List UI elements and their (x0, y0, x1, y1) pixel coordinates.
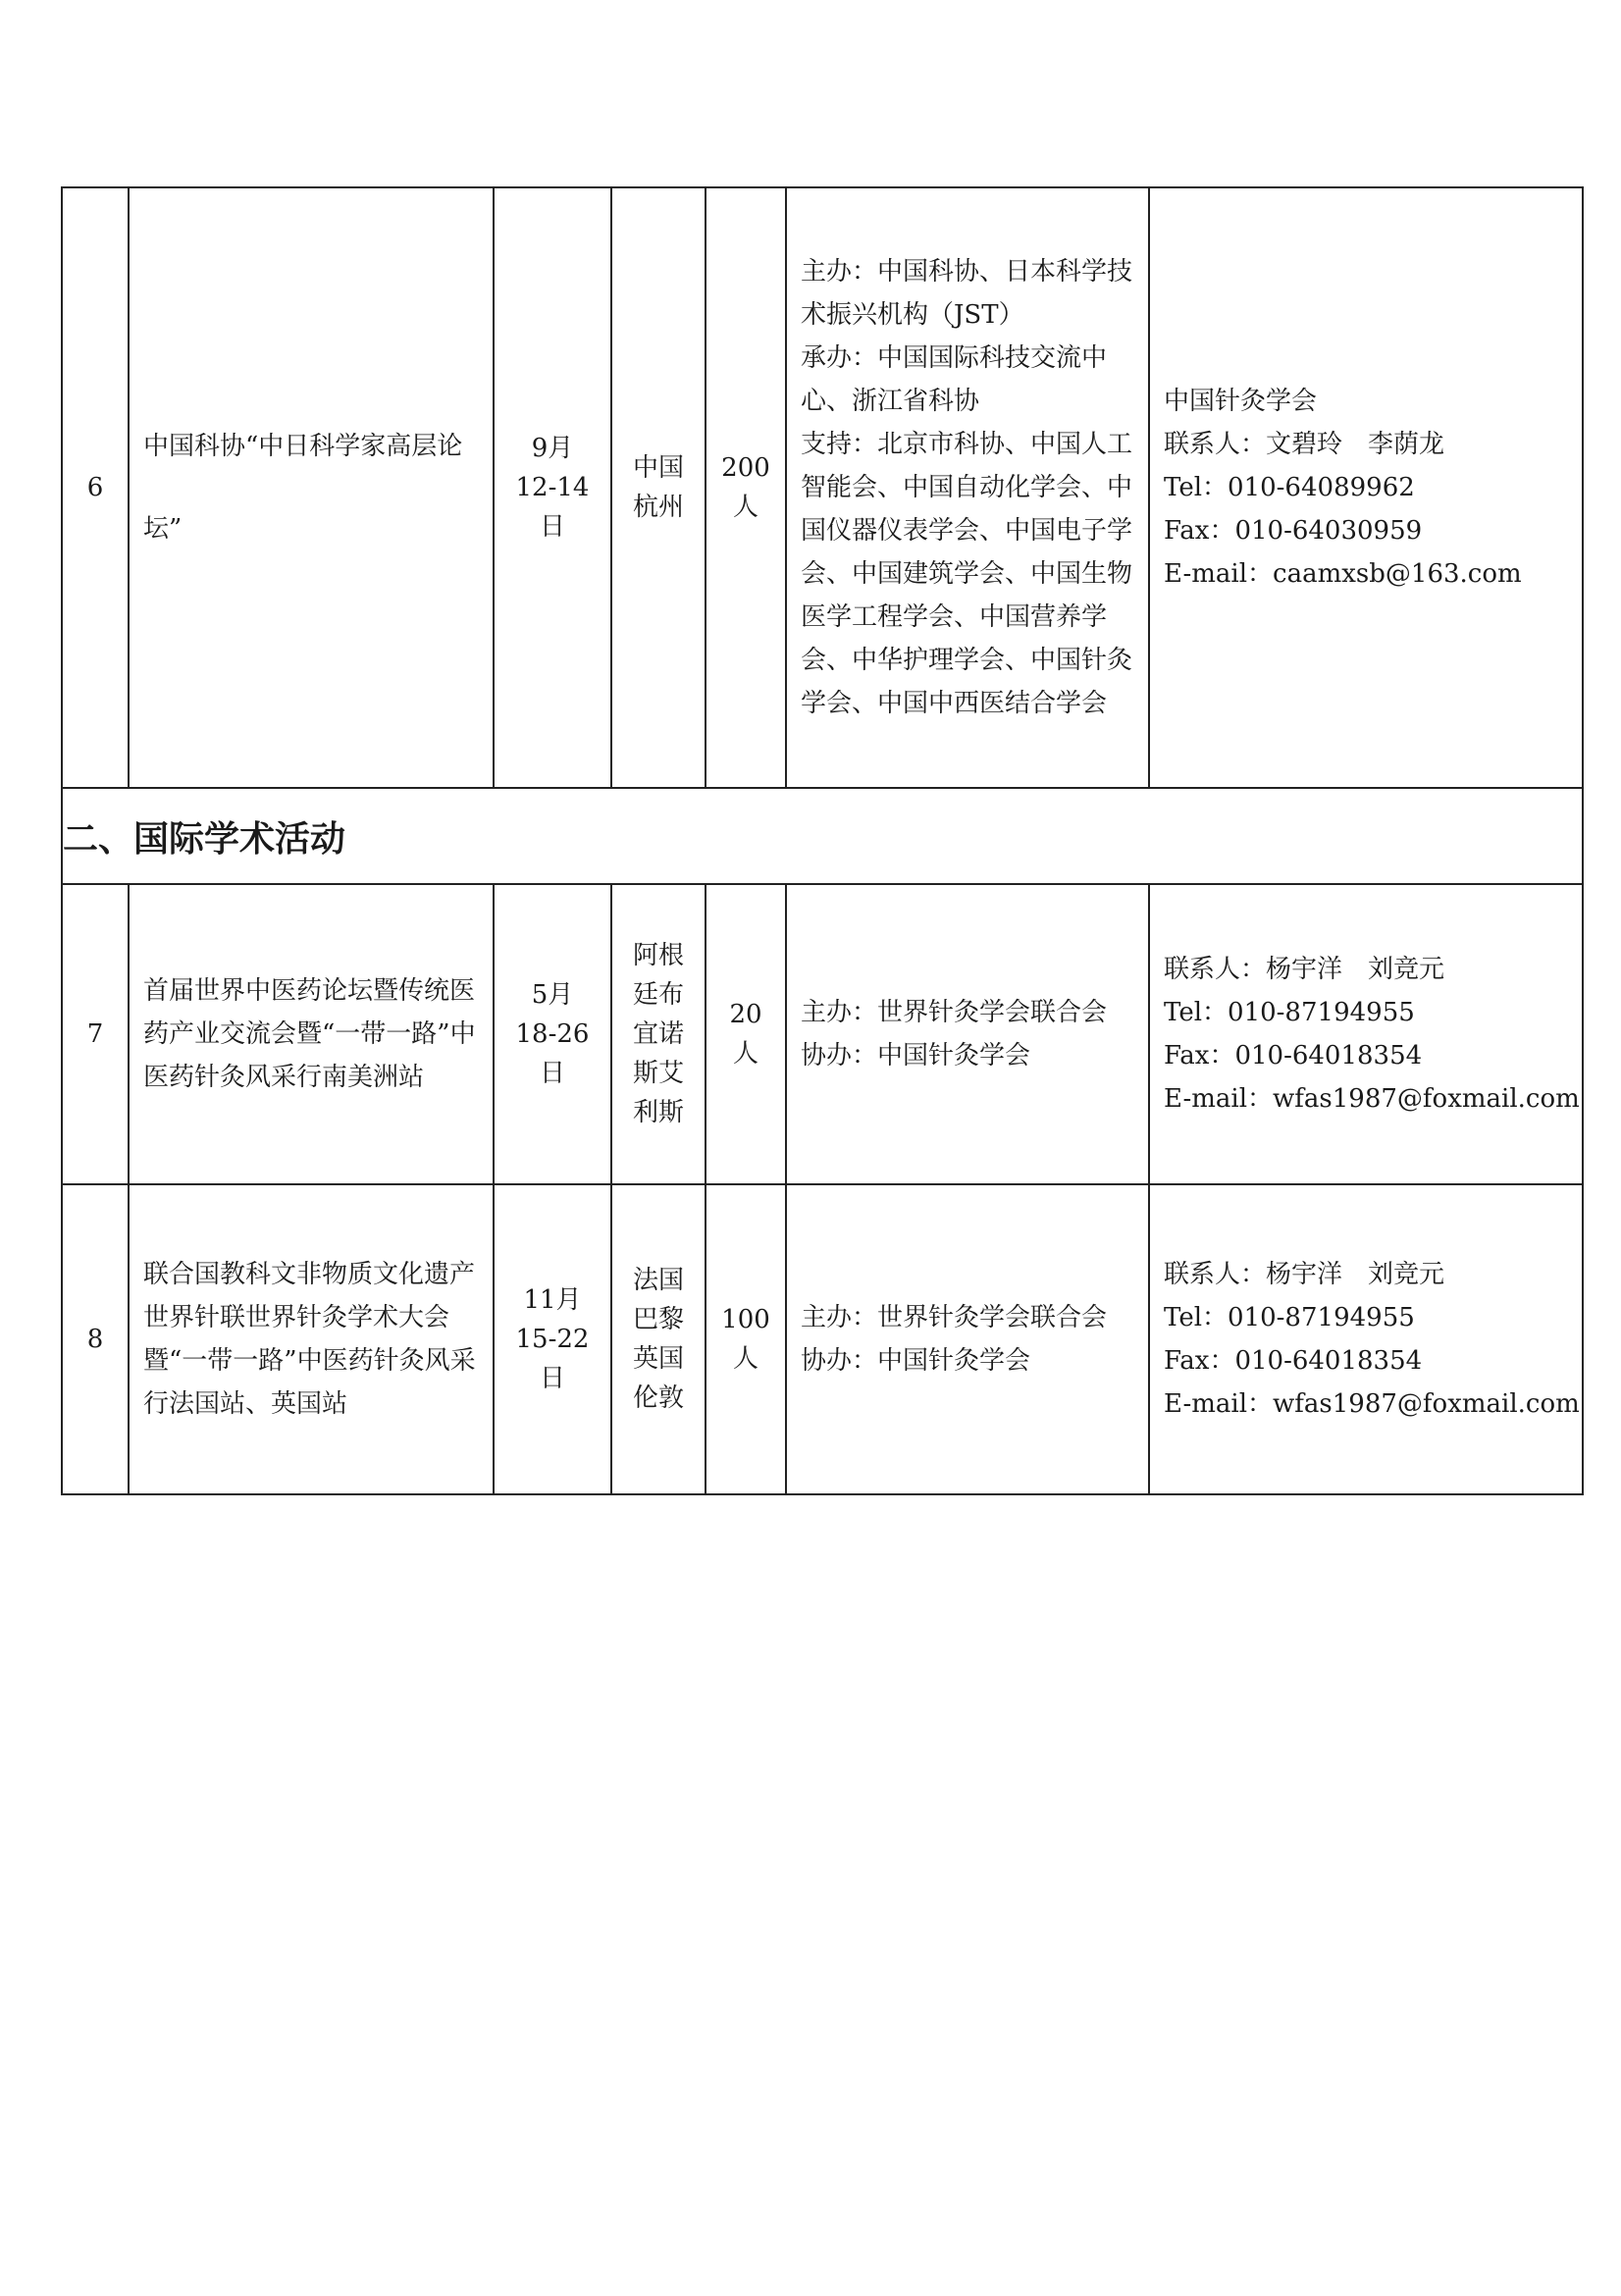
contact-person: 联系人：文碧玲 李荫龙 (1164, 430, 1445, 459)
contact-tel: Tel：010-87194955 (1164, 998, 1415, 1027)
activity-date: 11月 15-22 日 (515, 1285, 590, 1393)
contact-fax: Fax：010-64018354 (1164, 1041, 1423, 1070)
contact-person: 联系人：杨宇洋 刘竞元 (1164, 1260, 1445, 1289)
table-row (62, 187, 1583, 788)
activity-organizers: 主办：中国科协、日本科学技术振兴机构（JST） 承办：中国国际科技交流中心、浙江省科协 支持：北京市科协、中国人工智能会、中国自动化学会、中国仪器仪表学会、中国电子学会、中国建筑学会、中国生物医学工程学会、中国营养学会、中华护理学会、中国针灸学会、中国中西医结合学会 (801, 257, 1133, 718)
activity-name: 联合国教科文非物质文化遗产世界针联世界针灸学术大会暨“一带一路”中医药针灸风采行法国站、英国站 (143, 1260, 476, 1419)
contact-tel: Tel：010-64089962 (1164, 473, 1415, 502)
contact-cell (1149, 187, 1583, 788)
row-number: 6 (62, 187, 129, 788)
activity-date: 9月 12-14 日 (515, 434, 590, 542)
activity-size: 20 人 (729, 1000, 762, 1069)
contact-tel: Tel：010-87194955 (1164, 1303, 1415, 1332)
table-row (62, 1184, 1583, 1494)
activity-location: 中国 杭州 (632, 453, 684, 522)
section-heading: 二、国际学术活动 (62, 788, 1583, 884)
row-number: 7 (62, 884, 129, 1184)
contact-fax: Fax：010-64018354 (1164, 1346, 1423, 1376)
activity-name: 中国科协“中日科学家高层论坛” (143, 432, 463, 544)
activity-date: 5月 18-26 日 (515, 980, 590, 1088)
activity-organizers: 主办：世界针灸学会联合会 协办：中国针灸学会 (801, 998, 1108, 1070)
contact-cell (1149, 884, 1583, 1184)
activity-location: 法国 巴黎 英国 伦敦 (632, 1266, 684, 1413)
contact-email: E-mail：wfas1987@foxmail.com (1164, 1084, 1580, 1114)
activity-size: 100 人 (721, 1305, 770, 1374)
contact-person: 联系人：杨宇洋 刘竞元 (1164, 955, 1445, 984)
contact-email: E-mail：caamxsb@163.com (1164, 559, 1522, 589)
section-heading-row (62, 788, 1583, 884)
contact-email: E-mail：wfas1987@foxmail.com (1164, 1389, 1580, 1419)
contact-cell (1149, 1184, 1583, 1494)
table-row (62, 884, 1583, 1184)
contact-fax: Fax：010-64030959 (1164, 516, 1423, 546)
activity-location: 阿根 廷布 宜诺 斯艾 利斯 (632, 941, 684, 1127)
contact-org: 中国针灸学会 (1164, 387, 1318, 416)
activity-size: 200 人 (721, 453, 770, 522)
activities-table (61, 186, 1584, 1495)
activity-organizers: 主办：世界针灸学会联合会 协办：中国针灸学会 (801, 1303, 1108, 1376)
activity-name: 首届世界中医药论坛暨传统医药产业交流会暨“一带一路”中医药针灸风采行南美洲站 (143, 976, 476, 1092)
row-number: 8 (62, 1184, 129, 1494)
